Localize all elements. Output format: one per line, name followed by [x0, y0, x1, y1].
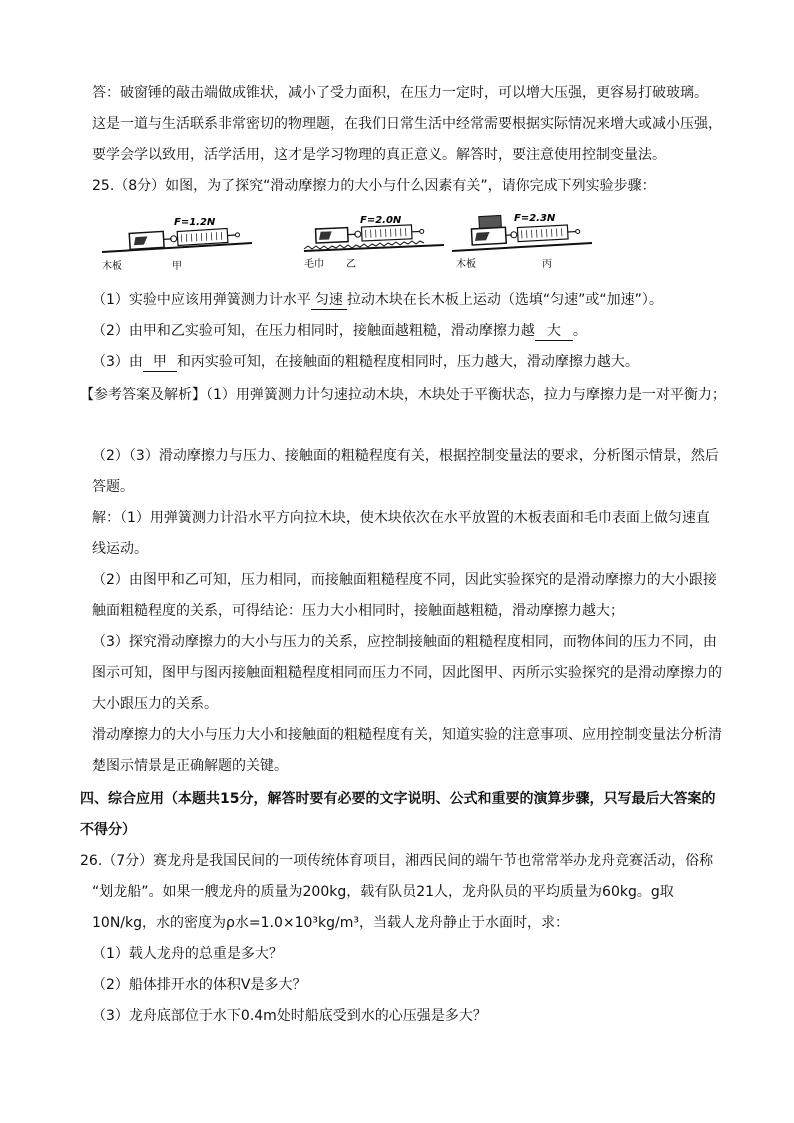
- q26-question-3: （3）龙舟底部位于水下0.4m处时船底受到水的心压强是多大？: [92, 1008, 487, 1024]
- force-label: F=1.2N: [174, 217, 216, 228]
- q25-part2-text: （2）由甲和乙实验可知，在压力相同时，接触面越粗糙，滑动摩擦力越: [92, 323, 535, 339]
- analysis-text: （1）用弹簧测力计匀速拉动木块，木块处于平衡状态，拉力与摩擦力是一对平衡力；: [206, 387, 726, 403]
- q25-part3-answer: 甲: [143, 354, 177, 372]
- q25-analysis-line: [80, 385, 726, 405]
- figure-name: 丙: [542, 259, 552, 270]
- force-label: F=2.3N: [514, 213, 556, 224]
- figure-name: 甲: [172, 261, 182, 272]
- q26-stem: 26.（7分）赛龙舟是我国民间的一项传统体育项目，湘西民间的端午节也常常举办龙舟竞赛活动，俗称: [80, 853, 714, 869]
- q25-solution-line: 解：（1）用弹簧测力计沿水平方向拉木块，使木块依次在水平放置的木板表面和毛巾表面上做匀速直: [92, 510, 710, 526]
- q25-solution-line: 图示可知，图甲与图丙接触面粗糙程度相同而压力不同，因此图甲、丙所示实验探究的是滑动摩擦力的: [92, 665, 722, 681]
- section-heading: 不得分）: [80, 822, 136, 838]
- q25-part1-text: （1）实验中应该用弹簧测力计水平: [92, 292, 311, 308]
- force-label: F=2.0N: [360, 215, 402, 226]
- q26-stem: 10N/kg，水的密度为ρ水=1.0×10³kg/m³，当载人龙舟静止于水面时，求：: [92, 915, 569, 931]
- q25-part3-text: 和丙实验可知，在接触面的粗糙程度相同时，压力越大，滑动摩擦力越大。: [176, 354, 639, 370]
- q26-question-2: （2）船体排开水的体积V是多大？: [92, 977, 307, 993]
- q25-part3: [92, 352, 639, 372]
- analysis-title: 【参考答案及解析】: [80, 387, 206, 403]
- figure-jia: [100, 205, 260, 273]
- prev-comment-line: 要学会学以致用，活学活用，这才是学习物理的真正意义。解答时，要注意使用控制变量法。: [92, 147, 666, 163]
- q25-analysis-line: 答题。: [92, 479, 134, 495]
- q25-analysis-line: （2）（3）滑动摩擦力与压力、接触面的粗糙程度有关，根据控制变量法的要求，分析图示情景，然后: [92, 448, 719, 464]
- q25-stem: 25.（8分）如图，为了探究“滑动摩擦力的大小与什么因素有关”，请你完成下列实验步骤：: [92, 178, 656, 194]
- surface-label: 木板: [102, 261, 122, 272]
- q26-stem: “划龙船”。如果一艘龙舟的质量为200kg，载有队员21人，龙舟队员的平均质量为60kg。g取: [92, 884, 674, 900]
- figure-yi: [302, 205, 452, 273]
- q25-part3-text: （3）由: [92, 354, 143, 370]
- q25-summary-line: 滑动摩擦力的大小与压力大小和接触面的粗糙程度有关，知道实验的注意事项、应用控制变量法分析清: [92, 727, 722, 743]
- q25-part1: [92, 290, 663, 310]
- q25-solution-line: （2）由图甲和乙可知，压力相同，而接触面粗糙程度不同，因此实验探究的是滑动摩擦力的大小跟接: [92, 572, 717, 588]
- q25-solution-line: 触面粗糙程度的关系，可得结论：压力大小相同时，接触面越粗糙，滑动摩擦力越大；: [92, 603, 624, 619]
- q25-summary-line: 楚图示情景是正确解题的关键。: [92, 758, 288, 774]
- prev-answer-line: 答：破窗锤的敲击端做成锥状，减小了受力面积，在压力一定时，可以增大压强，更容易打破玻璃。: [92, 85, 708, 101]
- q25-part2: [92, 321, 587, 341]
- q25-part2-answer: 大: [535, 323, 573, 341]
- section-heading: 四、综合应用（本题共15分，解答时要有必要的文字说明、公式和重要的演算步骤，只写最后大答案的: [80, 791, 716, 807]
- q25-part1-text: 拉动木块在长木板上运动（选填“匀速”或“加速”）。: [346, 292, 663, 308]
- prev-comment-line: 这是一道与生活联系非常密切的物理题，在我们日常生活中经常需要根据实际情况来增大或减小压强，: [92, 116, 722, 132]
- surface-label: 木板: [456, 259, 476, 270]
- q25-part2-text: 。: [572, 323, 587, 339]
- q25-solution-line: 大小跟压力的关系。: [92, 696, 218, 712]
- figure-name: 乙: [346, 259, 356, 270]
- figure-bing: [450, 205, 600, 273]
- q26-question-1: （1）载人龙舟的总重是多大？: [92, 946, 283, 962]
- q25-part1-answer: 匀速: [311, 292, 347, 310]
- surface-label: 毛巾: [304, 259, 324, 270]
- q25-solution-line: （3）探究滑动摩擦力的大小与压力的关系，应控制接触面的粗糙程度相同，而物体间的压力不同，由: [92, 634, 717, 650]
- q25-solution-line: 线运动。: [92, 541, 148, 557]
